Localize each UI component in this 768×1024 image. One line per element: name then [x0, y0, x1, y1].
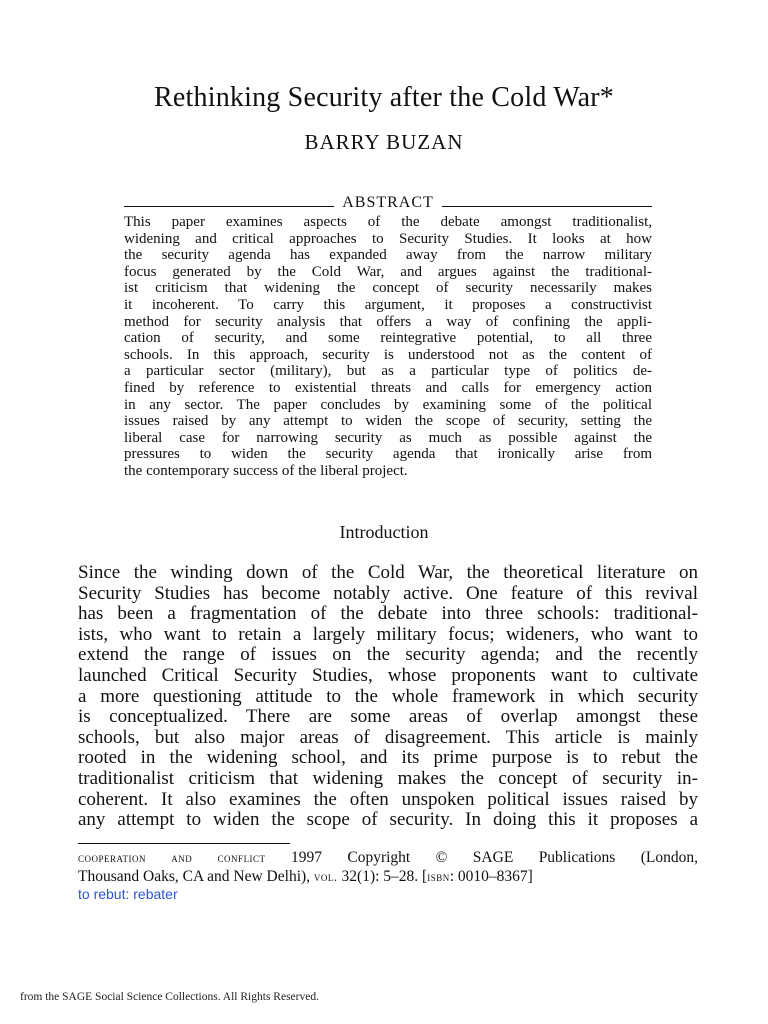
copyright-notice: from the SAGE Social Science Collections. All Rights Reserved.: [20, 991, 319, 1003]
abstract-line: issues raised by any attempt to widen the scope of security, setting the: [124, 413, 652, 430]
abstract-line: it incoherent. To carry this argument, it proposes a constructivist: [124, 296, 652, 313]
footnote-line-2: [78, 867, 698, 886]
abstract-line: This paper examines aspects of the debate amongst traditionalist,: [124, 214, 652, 230]
abstract-line: liberal case for narrowing security as much as possible against the: [124, 429, 652, 446]
footnote-line-2-b: 32(1): 5–28. [: [337, 868, 428, 885]
abstract-line: schools. In this approach, security is understood not as the content of: [124, 346, 652, 363]
footnote-rule: [78, 843, 290, 844]
footnote-line-2-c: : 0010–8367]: [449, 868, 533, 885]
section-heading: Introduction: [339, 522, 429, 542]
body-paragraph: [78, 563, 698, 831]
volume-label: vol.: [313, 869, 338, 884]
body-line: has been a fragmentation of the debate into three schools: traditional-: [78, 603, 698, 625]
annotation-link[interactable]: to rebut: rebater: [78, 886, 178, 902]
abstract-line: the security agenda has expanded away from the narrow military: [124, 247, 652, 264]
abstract-rule-right: [442, 206, 652, 207]
abstract-line: widening and critical approaches to Security Studies. It looks at how: [124, 230, 652, 247]
footnote-line-2-a: Thousand Oaks, CA and New Delhi),: [78, 868, 314, 885]
abstract-heading: [124, 192, 652, 214]
abstract-rule-left: [124, 206, 334, 207]
body-line: coherent. It also examines the often unspoken political issues raised by: [78, 788, 698, 810]
footnote: [78, 848, 698, 886]
abstract-text: [124, 214, 652, 480]
body-line: is conceptualized. There are some areas of overlap amongst these: [78, 706, 698, 728]
abstract-line: cation of security, and some reintegrative potential, to all three: [124, 330, 652, 347]
footnote-line-1: [78, 848, 698, 867]
paper-title: Rethinking Security after the Cold War*: [154, 82, 614, 113]
body-line: Security Studies has become notably active. One feature of this revival: [78, 582, 698, 604]
abstract-label: ABSTRACT: [342, 194, 434, 211]
body-line: traditionalist criticism that widening makes the concept of security in-: [78, 767, 698, 789]
journal-name: cooperation and conflict: [78, 850, 266, 865]
body-line: schools, but also major areas of disagreement. This article is mainly: [78, 726, 698, 748]
abstract-line: ist criticism that widening the concept of security necessarily makes: [124, 280, 652, 297]
body-line: rooted in the widening school, and its prime purpose is to rebut the: [78, 747, 698, 769]
abstract-line: the contemporary success of the liberal project.: [124, 462, 408, 479]
abstract-line: a particular sector (military), but as a particular type of politics de-: [124, 363, 652, 380]
body-line: ists, who want to retain a largely military focus; wideners, who want to: [78, 623, 698, 645]
body-line: any attempt to widen the scope of security. In doing this it proposes a: [78, 809, 698, 831]
isbn-label: isbn: [427, 869, 450, 884]
abstract-line: pressures to widen the security agenda that ironically arise from: [124, 446, 652, 463]
body-line: extend the range of issues on the security agenda; and the recently: [78, 644, 698, 666]
body-line: Since the winding down of the Cold War, the theoretical literature on: [78, 562, 698, 583]
abstract-line: method for security analysis that offers a way of confining the appli-: [124, 313, 652, 330]
abstract-line: in any sector. The paper concludes by examining some of the political: [124, 396, 652, 413]
footnote-line-1-text: 1997 Copyright © SAGE Publications (London,: [265, 849, 698, 866]
abstract-line: focus generated by the Cold War, and argues against the traditional-: [124, 263, 652, 280]
abstract-line: fined by reference to existential threats and calls for emergency action: [124, 379, 652, 396]
body-line: launched Critical Security Studies, whose proponents want to cultivate: [78, 664, 698, 686]
paper-author: BARRY BUZAN: [304, 130, 464, 154]
body-line: a more questioning attitude to the whole framework in which security: [78, 685, 698, 707]
